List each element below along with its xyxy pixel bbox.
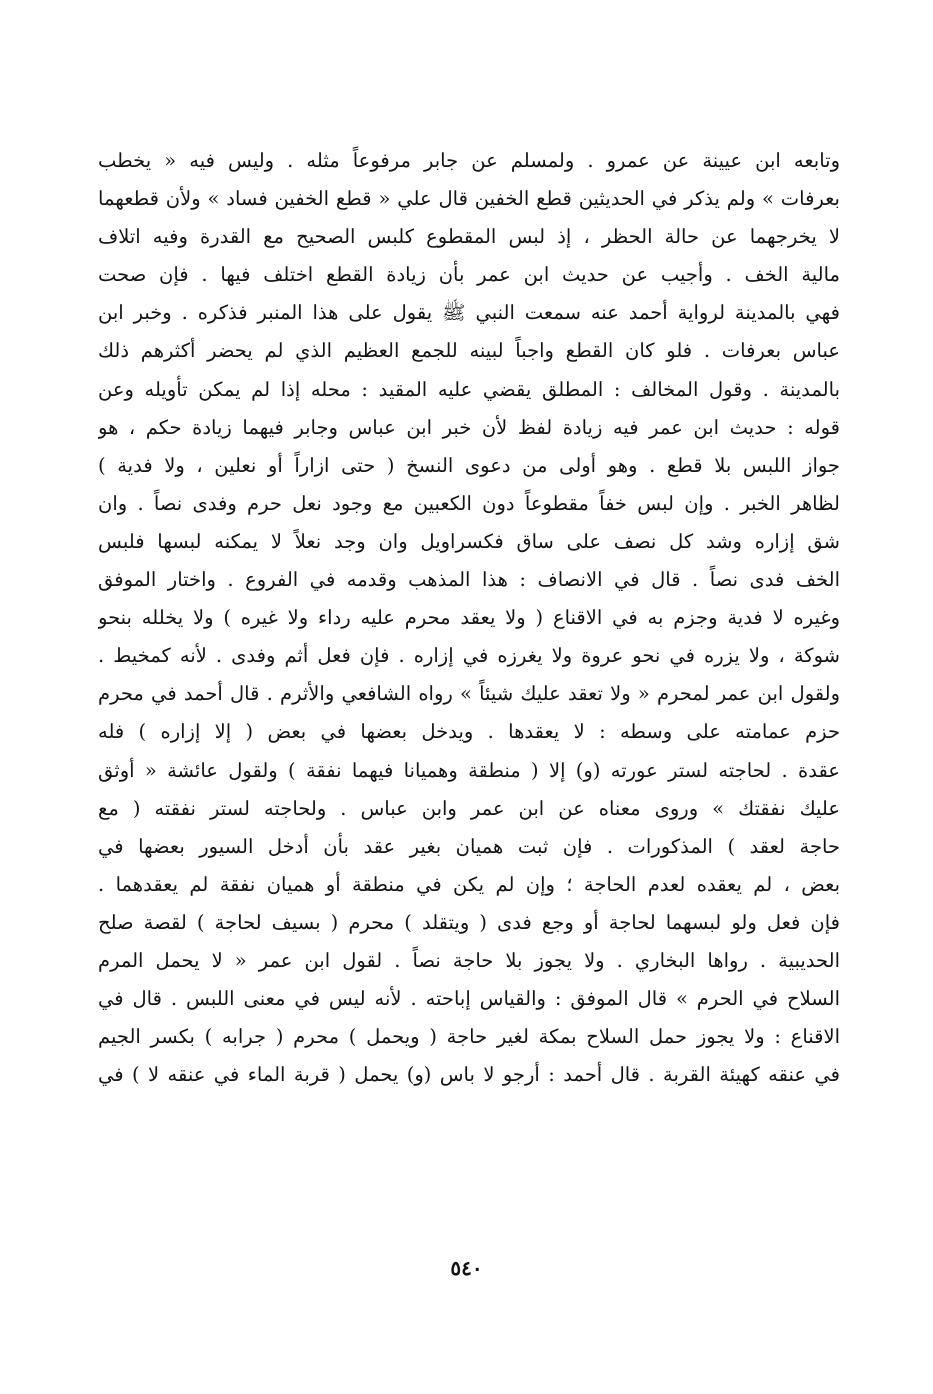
text-line: ولقول ابن عمر لمحرم « ولا تعقد عليك شيئاً » رواه الشافعي والأثرم . قال أحمد في محرم xyxy=(98,682,840,706)
page-number: ٥٤٠ xyxy=(450,1256,483,1280)
text-line: عقدة . لحاجته لستر عورته (و) إلا ( منطقة وهميانا فيهما نفقة ) ولقول عائشة « أوثق xyxy=(98,758,840,782)
text-line: في عنقه كهيئة القربة . قال أحمد : أرجو لا باس (و) يحمل ( قربة الماء في عنقه لا ) في xyxy=(98,1063,840,1087)
text-line: مالية الخف . وأجيب عن حديث ابن عمر بأن زيادة القطع اختلف فيها . فإن صحت xyxy=(98,263,840,287)
text-line: جواز اللبس بلا قطع . وهو أولى من دعوى النسخ ( حتى ازاراً أو نعلين ، ولا فدية ) xyxy=(98,453,840,477)
text-line: الخف فدى نصاً . قال في الانصاف : هذا المذهب وقدمه في الفروع . واختار الموفق xyxy=(98,568,840,592)
text-line: لظاهر الخبر . وإن لبس خفاً مقطوعاً دون الكعبين مع وجود نعل حرم وفدى نصاً . وان xyxy=(98,491,840,515)
text-line: لا يخرجهما عن حالة الحظر ، إذ لبس المقطوع كلبس الصحيح مع القدرة وفيه اتلاف xyxy=(98,225,840,249)
text-line: شوكة ، ولا يزره في نحو عروة ولا يغرزه في إزاره . فإن فعل أثم وفدى . لأنه كمخيط . xyxy=(98,644,840,668)
text-line: وغيره لا فدية وجزم به في الاقناع ( ولا يعقد محرم عليه رداء ولا غيره ) ولا يخلله بنحو xyxy=(98,606,840,630)
text-line: السلاح في الحرم » قال الموفق : والقياس إباحته . لأنه ليس في معنى اللبس . قال في xyxy=(98,987,840,1011)
text-line: عباس بعرفات . فلو كان القطع واجباً لبينه للجمع العظيم الذي لم يحضر أكثرهم ذلك xyxy=(98,339,840,363)
text-line: بالمدينة . وقول المخالف : المطلق يقضي عليه المقيد : محله إذا لم يمكن تأويله وعن xyxy=(98,377,840,401)
text-line: شق إزاره وشد كل نصف على ساق فكسراويل وان وجد نعلاً لا يمكنه لبسها فلبس xyxy=(98,529,840,553)
text-line: قوله : حديث ابن عمر فيه زيادة لفظ لأن خبر ابن عباس وجابر فيهما زيادة حكم ، هو xyxy=(98,415,840,439)
text-line: فهي بالمدينة لرواية أحمد عنه سمعت النبي ﷺ يقول على هذا المنبر فذكره . وخبر ابن xyxy=(98,301,840,325)
text-line: حزم عمامته على وسطه : لا يعقدها . ويدخل بعضها في بعض ( إلا إزاره ) فله xyxy=(98,720,840,744)
text-line: الحديبية . رواها البخاري . ولا يجوز بلا حاجة نصاً . لقول ابن عمر « لا يحمل المرم xyxy=(98,948,840,972)
text-line: عليك نفقتك » وروى معناه عن ابن عمر وابن عباس . ولحاجته لستر نفقته ( مع xyxy=(98,796,840,820)
text-line: وتابعه ابن عيينة عن عمرو . ولمسلم عن جابر مرفوعاً مثله . وليس فيه « يخطب xyxy=(98,149,840,172)
text-line: بعرفات » ولم يذكر في الحديثين قطع الخفين قال علي « قطع الخفين فساد » ولأن قطعهما xyxy=(98,187,840,211)
text-line: الاقناع : ولا يجوز حمل السلاح بمكة لغير حاجة ( ويحمل ) محرم ( جرابه ) بكسر الجيم xyxy=(98,1025,840,1049)
text-line: فإن فعل ولو لبسهما لحاجة أو وجع فدى ( ويتقلد ) محرم ( بسيف لحاجة ) لقصة صلح xyxy=(98,910,840,934)
body-text xyxy=(98,142,840,1094)
text-line: حاجة لعقد ) المذكورات . فإن ثبت هميان بغير عقد بأن أدخل السيور بعضها في xyxy=(98,834,840,858)
text-line: بعض ، لم يعقده لعدم الحاجة ؛ وإن لم يكن في منطقة أو هميان نفقة لم يعقدهما . xyxy=(98,872,840,896)
